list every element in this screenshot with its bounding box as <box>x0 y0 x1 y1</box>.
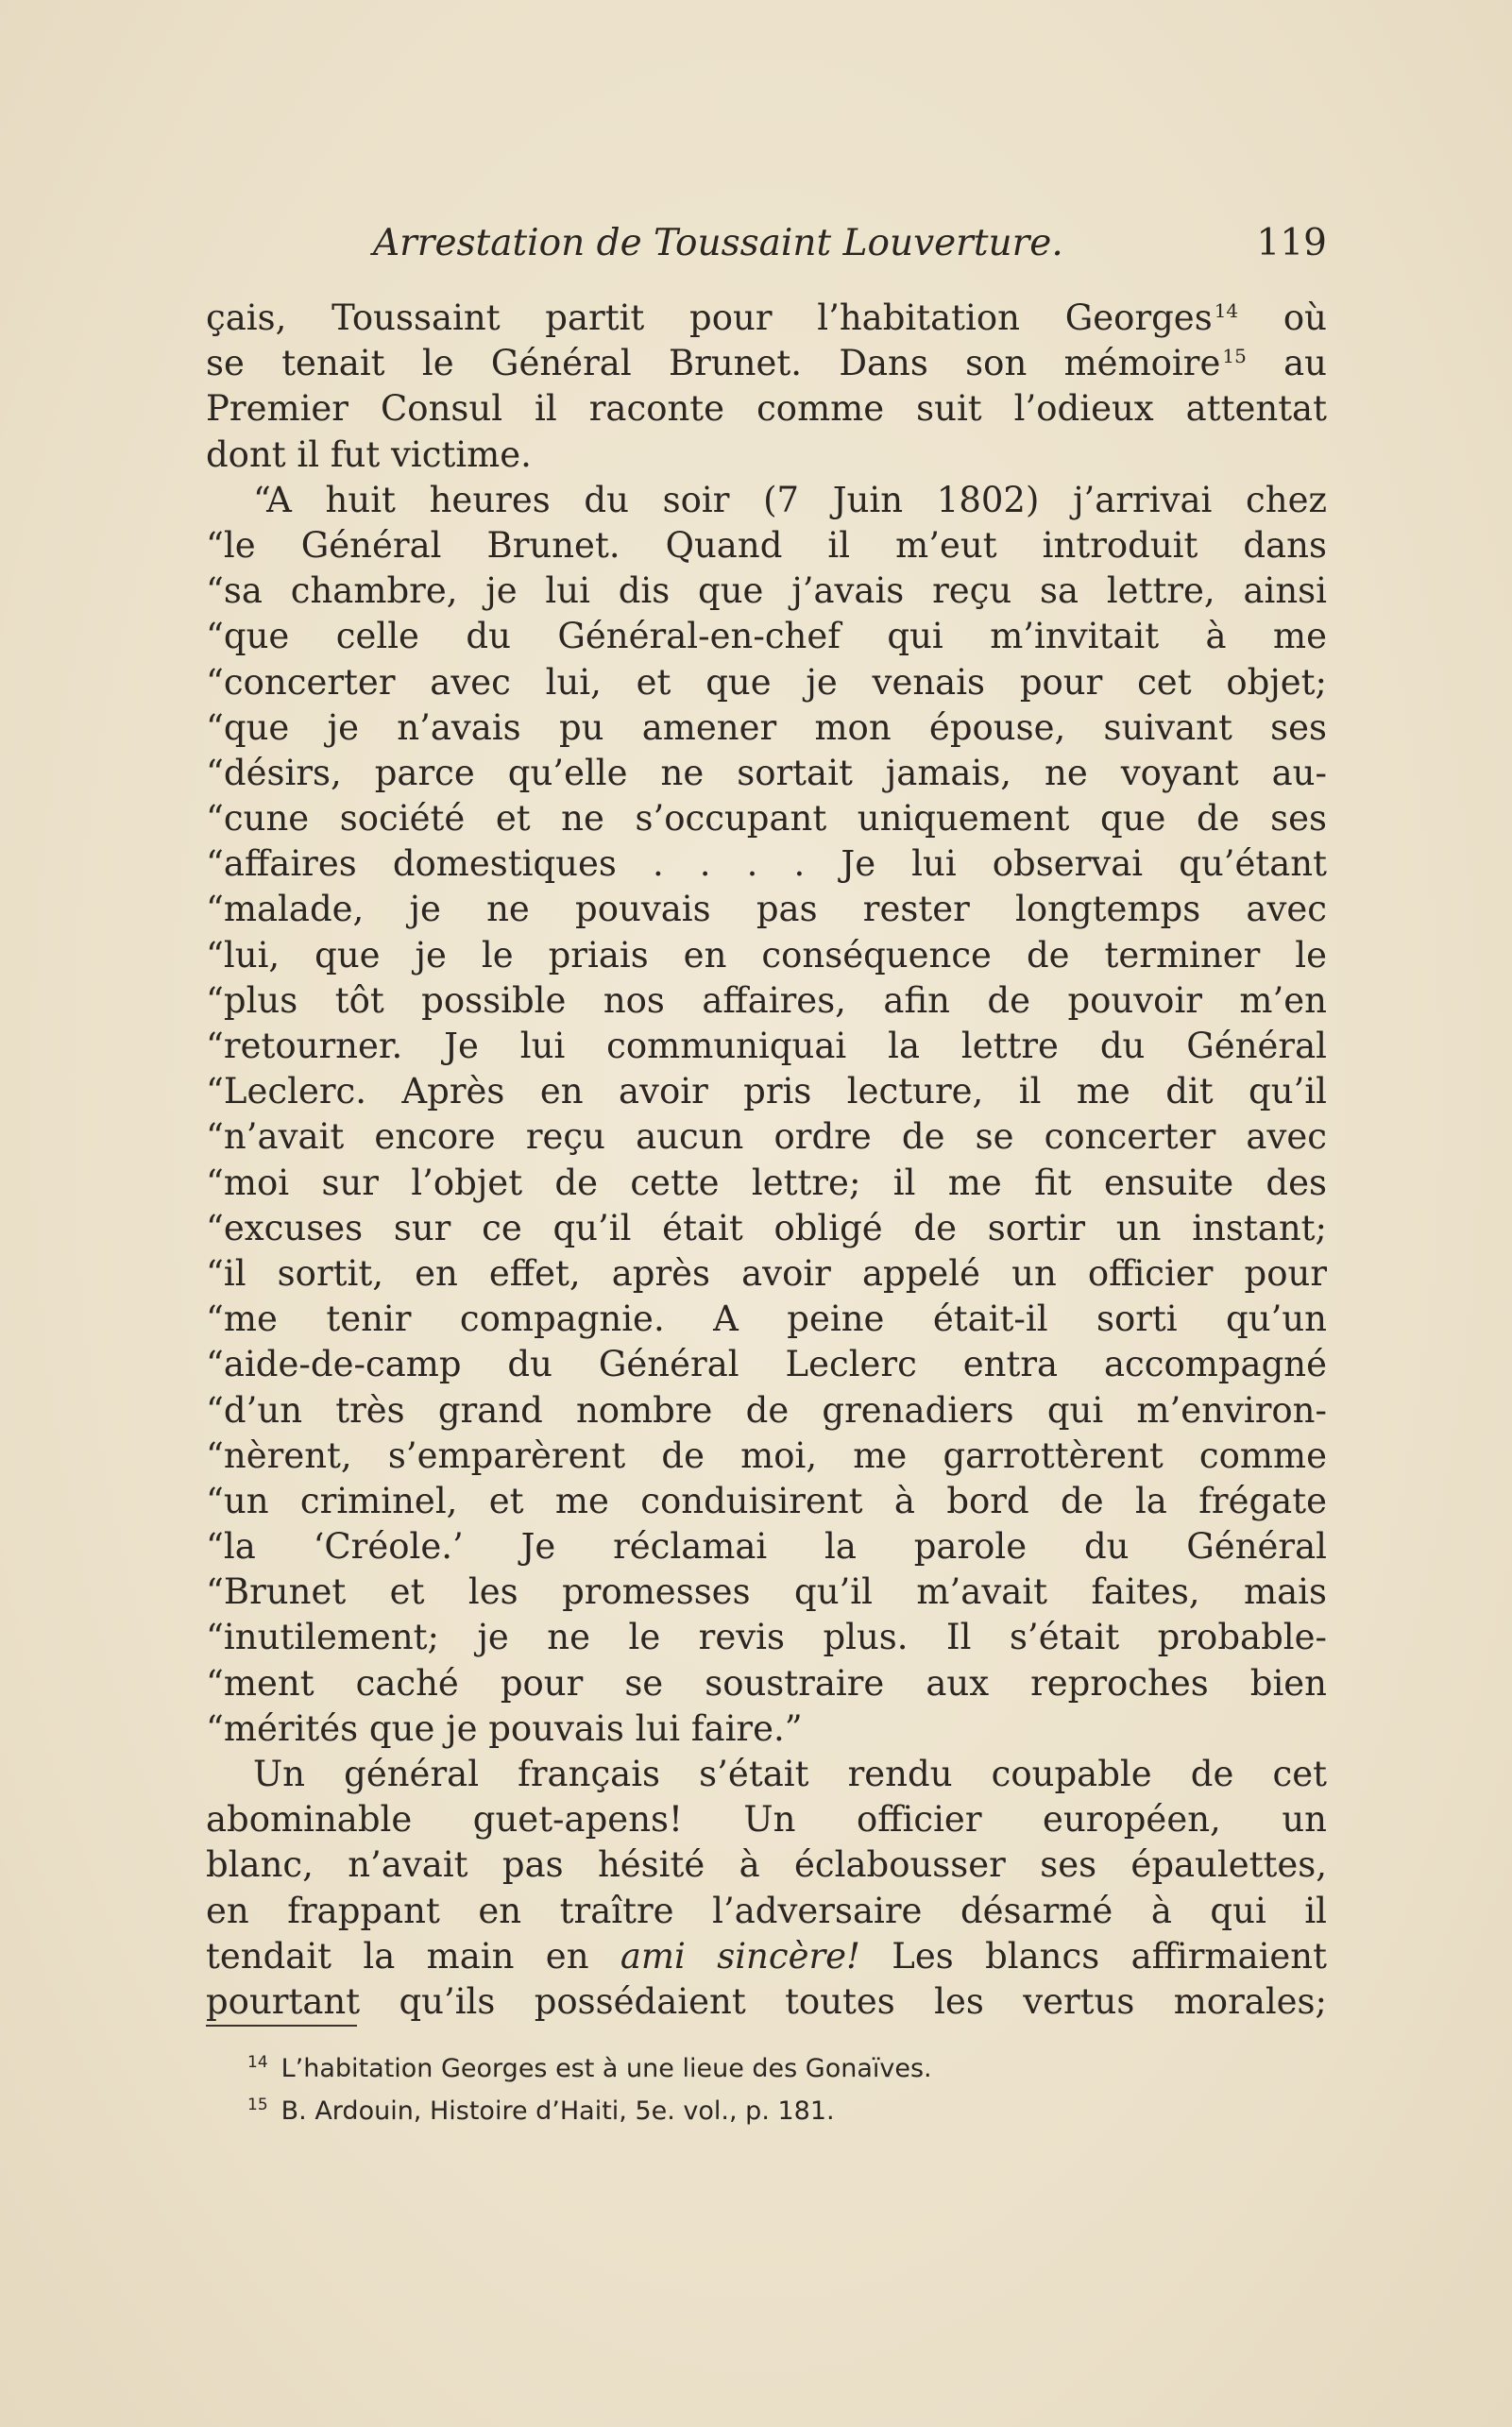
text-line: “Brunet et les promesses qu’il m’avait faites, mais <box>206 1571 1327 1613</box>
footnote-text: L’habitation Georges est à une lieue des Gonaïves. <box>280 2054 932 2083</box>
footnotes <box>247 2045 1097 2130</box>
text-line: “A huit heures du soir (7 Juin 1802) j’arrivai chez <box>253 479 1327 520</box>
text-line: “malade, je ne pouvais pas rester longtemps avec <box>206 889 1327 930</box>
text-line: Premier Consul il raconte comme suit l’odieux attentat <box>206 388 1327 430</box>
text-line: “la ‘Créole.’ Je réclamai la parole du Général <box>206 1526 1327 1568</box>
text-line: çais, Toussaint partit pour l’habitation Georges $^{14}$ où <box>206 297 1327 338</box>
text-line: abominable guet-apens! Un officier européen, un <box>206 1799 1327 1841</box>
footnote-divider <box>206 2025 357 2027</box>
text-line: “affaires domestiques . . . . Je lui observai qu’étant <box>206 843 1327 885</box>
text-line: dont il fut victime. <box>206 433 532 475</box>
text-line: “que je n’avais pu amener mon épouse, suivant ses <box>206 706 1327 748</box>
footnote-text: B. Ardouin, Histoire d’Haiti, 5e. vol., p. 181. <box>280 2096 835 2126</box>
text-line: se tenait le Général Brunet. Dans son mémoire $^{15}$ au <box>206 343 1327 384</box>
italic-phrase: ami sincère! <box>620 1935 860 1977</box>
text-line: “Leclerc. Après en avoir pris lecture, il me dit qu’il <box>206 1071 1327 1112</box>
footnote-number: 15 <box>247 2096 268 2114</box>
text-line: en frappant en traître l’adversaire désarmé à qui il <box>206 1890 1327 1931</box>
footnote <box>247 2045 1097 2087</box>
footnote-ref: 15 <box>1222 344 1247 367</box>
text-line: tendait la main en ami sincère! Les blancs affirmaient <box>206 1935 1327 1977</box>
text-line: “cune société et ne s’occupant uniquement que de ses <box>206 798 1327 840</box>
text-line: pourtant qu’ils possédaient toutes les vertus morales; <box>206 1980 1327 2022</box>
text-line: “moi sur l’objet de cette lettre; il me fit ensuite des <box>206 1162 1327 1203</box>
text-line: “excuses sur ce qu’il était obligé de sortir un instant; <box>206 1207 1327 1248</box>
text-line: “inutilement; je ne le revis plus. Il s’était probable- <box>206 1617 1327 1658</box>
text-line: Un général français s’était rendu coupable de cet <box>253 1754 1327 1794</box>
footnote <box>247 2087 1097 2130</box>
page-number: 119 <box>1256 222 1327 264</box>
text-line: “n’avait encore reçu aucun ordre de se concerter avec <box>206 1116 1327 1158</box>
running-head <box>373 215 1327 272</box>
text-line: “retourner. Je lui communiquai la lettre du Général <box>206 1026 1327 1066</box>
text-line: “mérités que je pouvais lui faire.” <box>206 1707 803 1749</box>
text-line: “il sortit, en effet, après avoir appelé un officier pour <box>206 1252 1327 1294</box>
text-line: “le Général Brunet. Quand il m’eut introduit dans <box>206 524 1327 566</box>
text-line: “me tenir compagnie. A peine était-il sorti qu’un <box>206 1298 1327 1340</box>
running-title: Arrestation de Toussaint Louverture. <box>373 222 1063 264</box>
text-line: “d’un très grand nombre de grenadiers qui m’environ- <box>206 1389 1327 1431</box>
text-line: “désirs, parce qu’elle ne sortait jamais, ne voyant au- <box>206 752 1327 793</box>
footnote-ref: 14 <box>1214 298 1239 322</box>
text-line: “lui, que je le priais en conséquence de terminer le <box>206 934 1327 976</box>
text-line: “que celle du Général-en-chef qui m’invitait à me <box>206 616 1327 657</box>
text-line: “plus tôt possible nos affaires, afin de pouvoir m’en <box>206 979 1327 1021</box>
text-line: “ment caché pour se soustraire aux reproches bien <box>206 1662 1327 1704</box>
footnote-number: 14 <box>247 2053 268 2072</box>
text-line: “un criminel, et me conduisirent à bord de la frégate <box>206 1480 1327 1521</box>
text-line: “aide-de-camp du Général Leclerc entra accompagné <box>206 1344 1327 1385</box>
text-line: “sa chambre, je lui dis que j’avais reçu sa lettre, ainsi <box>206 570 1327 612</box>
text-line: blanc, n’avait pas hésité à éclabousser ses épaulettes, <box>206 1844 1327 1886</box>
text-line: “concerter avec lui, et que je venais pour cet objet; <box>206 661 1327 703</box>
body-text <box>206 296 1327 2025</box>
text-line: “nèrent, s’emparèrent de moi, me garrottèrent comme <box>206 1434 1327 1476</box>
